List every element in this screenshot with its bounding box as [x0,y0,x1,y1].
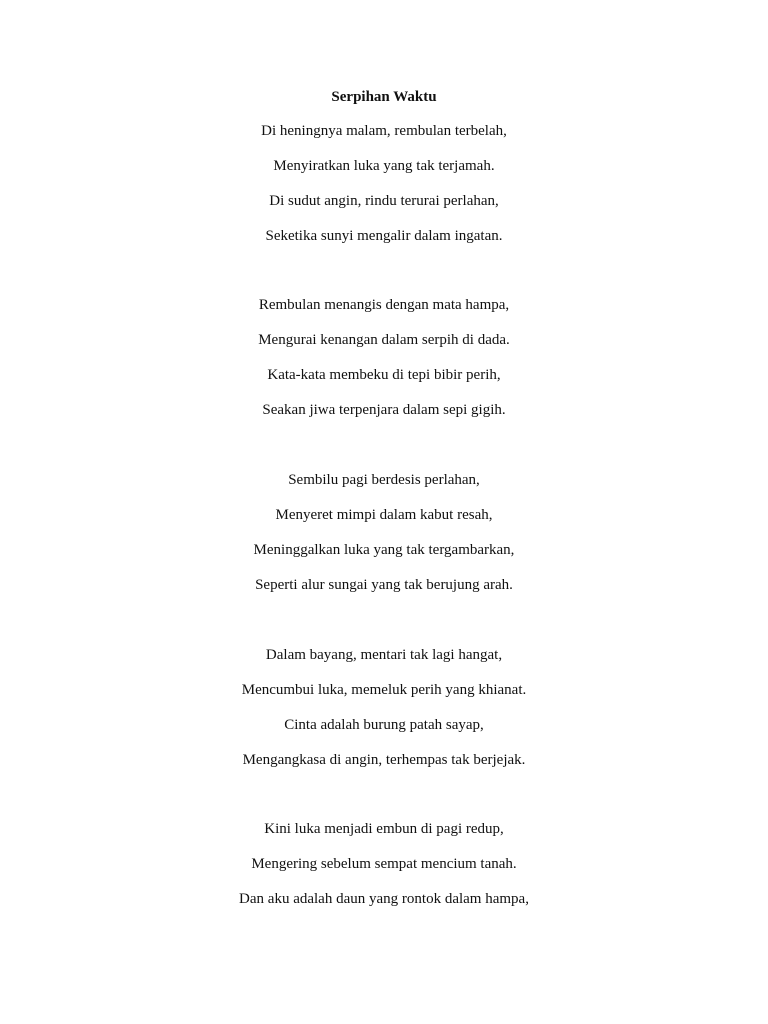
poem-line: Cinta adalah burung patah sayap, [284,717,484,733]
poem-line: Seketika sunyi mengalir dalam ingatan. [265,228,503,244]
poem-line: Meninggalkan luka yang tak tergambarkan, [253,542,515,558]
poem-line: Di sudut angin, rindu terurai perlahan, [269,193,499,209]
poem-line: Mengurai kenangan dalam serpih di dada. [258,332,510,348]
poem-line: Rembulan menangis dengan mata hampa, [258,297,510,313]
poem-line: Sembilu pagi berdesis perlahan, [288,472,480,488]
poem-line: Kata-kata membeku di tepi bibir perih, [267,367,501,383]
poem-line: Mengering sebelum sempat mencium tanah. [251,856,517,872]
poem-line: Dalam bayang, mentari tak lagi hangat, [265,647,503,663]
poem-line: Seakan jiwa terpenjara dalam sepi gigih. [262,402,506,418]
poem-line: Menyeret mimpi dalam kabut resah, [275,507,493,523]
poem-line: Mencumbui luka, memeluk perih yang khianat. [241,682,527,698]
poem-line: Seperti alur sungai yang tak berujung arah. [255,577,513,593]
poem-line: Di heningnya malam, rembulan terbelah, [261,123,507,139]
poem-line: Mengangkasa di angin, terhempas tak berjejak. [242,752,526,768]
poem-line: Kini luka menjadi embun di pagi redup, [264,821,504,837]
poem-line: Menyiratkan luka yang tak terjamah. [273,158,495,174]
poem-line: Dan aku adalah daun yang rontok dalam hampa, [239,891,529,907]
poem-title: Serpihan Waktu [331,89,437,105]
